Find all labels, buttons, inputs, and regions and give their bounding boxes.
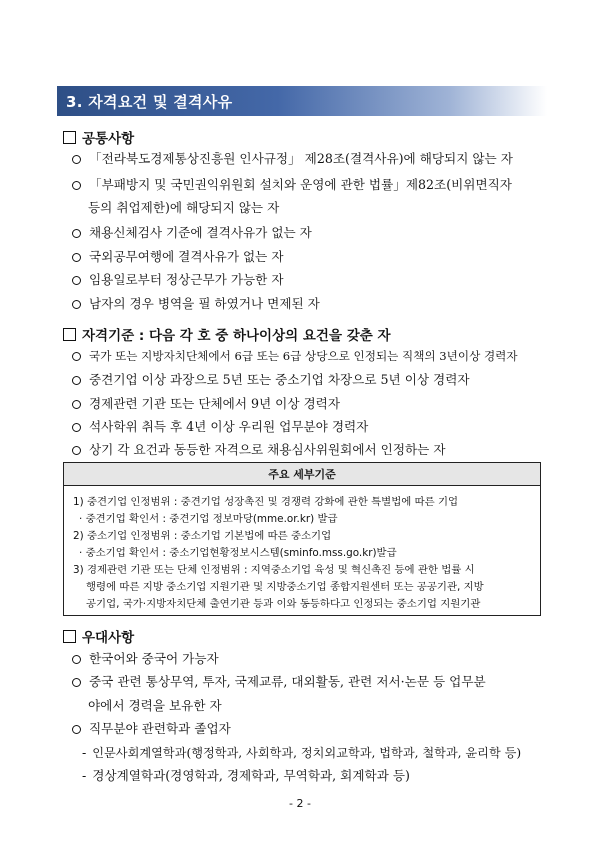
list-item: 한국어와 중국어 가능자 <box>70 651 219 667</box>
criteria-line: 1) 중견기업 인정범위 : 중견기업 성장촉진 및 경쟁력 강화에 관한 특별법에 따른 기업 <box>73 496 459 508</box>
list-item: 채용신체검사 기준에 결격사유가 없는 자 <box>70 225 312 241</box>
sub-list-item: - 경상계열학과(경영학과, 경제학과, 무역학과, 회계학과 등) <box>82 768 410 783</box>
sub-list-item: - 인문사회계열학과(행정학과, 사회학과, 정치외교학과, 법학과, 철학과, 윤리학 등) <box>82 745 522 760</box>
list-item: 직무분야 관련학과 졸업자 <box>70 721 231 737</box>
circle-bullet-icon <box>72 253 81 262</box>
list-item: 국가 또는 지방자치단체에서 6급 또는 6급 상당으로 인정되는 직책의 3년이상 경력자 <box>70 348 518 364</box>
circle-bullet-icon <box>72 655 81 664</box>
criteria-line: 3) 경제관련 기관 또는 단체 인정범위 : 지역중소기업 육성 및 혁신촉진 등에 관한 법률 시 <box>73 564 475 576</box>
list-item: 경제관련 기관 또는 단체에서 9년 이상 경력자 <box>70 396 340 412</box>
list-item: 중견기업 이상 과장으로 5년 또는 중소기업 차장으로 5년 이상 경력자 <box>70 372 470 388</box>
circle-bullet-icon <box>72 300 81 309</box>
circle-bullet-icon <box>72 352 81 361</box>
criteria-line: 2) 중소기업 인정범위 : 중소기업 기본법에 따른 중소기업 <box>73 530 332 542</box>
circle-bullet-icon <box>72 229 81 238</box>
preference-heading: 우대사항 <box>63 626 134 646</box>
circle-bullet-icon <box>72 181 81 190</box>
page-number: - 2 - <box>289 797 311 810</box>
circle-bullet-icon <box>72 400 81 409</box>
criteria-line: 공기업, 국가·지방자치단체 출연기관 등과 이와 동등하다고 인정되는 중소기업 지원기관 <box>86 598 481 610</box>
criteria-line: 행령에 따른 지방 중소기업 지원기관 및 지방중소기업 종합지원센터 또는 공공기관, 지방 <box>86 581 484 593</box>
circle-bullet-icon <box>72 376 81 385</box>
section-title: 3. 자격요건 및 결격사유 <box>66 93 233 111</box>
circle-bullet-icon <box>72 155 81 164</box>
list-item: 상기 각 요건과 동등한 자격으로 채용심사위원회에서 인정하는 자 <box>70 442 446 458</box>
circle-bullet-icon <box>72 276 81 285</box>
criteria-header <box>64 463 540 486</box>
checkbox-square-icon <box>63 630 76 643</box>
criteria-line: · 중견기업 확인서 : 중견기업 정보마당(mme.or.kr) 발급 <box>79 513 338 525</box>
criteria-line: · 중소기업 확인서 : 중소기업현황정보시스템(sminfo.mss.go.kr)발급 <box>79 547 397 559</box>
qualification-heading: 자격기준 : 다음 각 호 중 하나이상의 요건을 갖춘 자 <box>63 324 391 344</box>
circle-bullet-icon <box>72 678 81 687</box>
list-item-continuation: 등의 취업제한)에 해당되지 않는 자 <box>88 200 280 215</box>
circle-bullet-icon <box>72 446 81 455</box>
list-item: 국외공무여행에 결격사유가 없는 자 <box>70 249 284 265</box>
list-item: 남자의 경우 병역을 필 하였거나 면제된 자 <box>70 296 320 312</box>
list-item: 석사학위 취득 후 4년 이상 우리원 업무분야 경력자 <box>70 419 368 435</box>
list-item: 「전라북도경제통상진흥원 인사규정」 제28조(결격사유)에 해당되지 않는 자 <box>70 151 513 167</box>
criteria-box <box>63 462 541 616</box>
section-banner <box>57 86 547 116</box>
common-heading: 공통사항 <box>63 127 134 147</box>
circle-bullet-icon <box>72 423 81 432</box>
checkbox-square-icon <box>63 131 76 144</box>
list-item: 「부패방지 및 국민권익위원회 설치와 운영에 관한 법률」제82조(비위면직자 <box>70 177 512 193</box>
list-item: 중국 관련 통상무역, 투자, 국제교류, 대외활동, 관련 저서·논문 등 업무분 <box>70 674 486 690</box>
criteria-title: 주요 세부기준 <box>268 468 336 481</box>
list-item: 임용일로부터 정상근무가 가능한 자 <box>70 272 284 288</box>
list-item-continuation: 야에서 경력을 보유한 자 <box>88 698 222 713</box>
checkbox-square-icon <box>63 328 76 341</box>
circle-bullet-icon <box>72 725 81 734</box>
